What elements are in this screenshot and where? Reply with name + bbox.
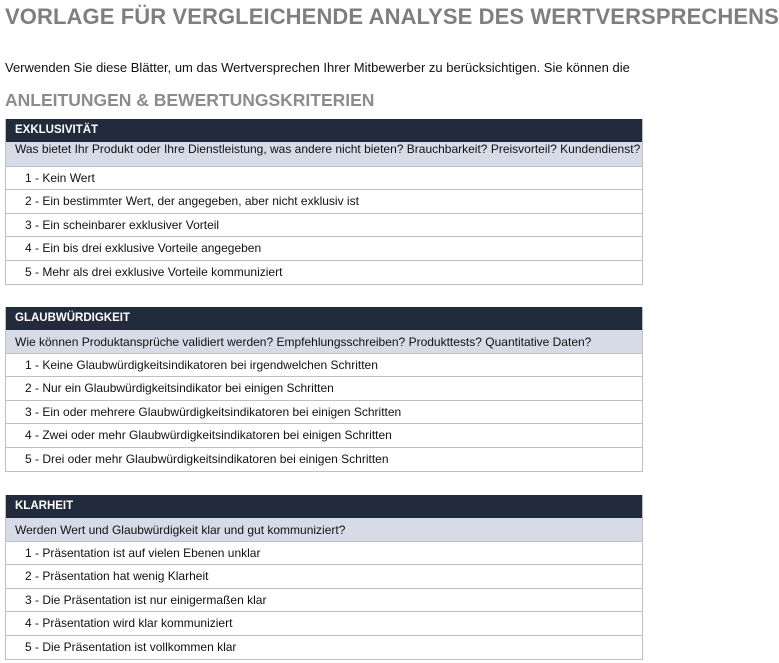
criteria-row: 3 - Ein oder mehrere Glaubwürdigkeitsindikatoren bei einigen Schritten xyxy=(6,401,642,424)
criteria-row: 2 - Ein bestimmter Wert, der angegeben, aber nicht exklusiv ist xyxy=(6,190,642,213)
criteria-row: 4 - Zwei oder mehr Glaubwürdigkeitsindikatoren bei einigen Schritten xyxy=(6,424,642,447)
table-heading: GLAUBWÜRDIGKEIT xyxy=(6,307,642,330)
criteria-row: 1 - Präsentation ist auf vielen Ebenen unklar xyxy=(6,542,642,565)
criteria-row: 2 - Präsentation hat wenig Klarheit xyxy=(6,565,642,588)
criteria-table-exklusivitaet xyxy=(5,119,643,285)
criteria-row: 3 - Die Präsentation ist nur einigermaßen klar xyxy=(6,589,642,612)
intro-text: Verwenden Sie diese Blätter, um das Wertversprechen Ihrer Mitbewerber zu berücksichtigen. Sie können die xyxy=(5,60,630,75)
document-title: VORLAGE FÜR VERGLEICHENDE ANALYSE DES WERTVERSPRECHENS xyxy=(5,4,779,29)
criteria-row: 5 - Die Präsentation ist vollkommen klar xyxy=(25,639,237,654)
criteria-row: 4 - Ein bis drei exklusive Vorteile angegeben xyxy=(6,237,642,260)
table-heading: EXKLUSIVITÄT xyxy=(6,119,642,142)
criteria-table-glaubwuerdigkeit xyxy=(5,307,643,472)
table-question: Was bietet Ihr Produkt oder Ihre Dienstleistung, was andere nicht bieten? Brauchbarkeit? Preisvorteil? Kundendienst? xyxy=(6,142,642,167)
table-heading: KLARHEIT xyxy=(6,495,642,518)
criteria-row: 5 - Drei oder mehr Glaubwürdigkeitsindikatoren bei einigen Schritten xyxy=(25,451,389,466)
criteria-row: 1 - Keine Glaubwürdigkeitsindikatoren bei irgendwelchen Schritten xyxy=(6,354,642,377)
criteria-row: 5 - Mehr als drei exklusive Vorteile kommuniziert xyxy=(25,264,283,279)
table-question: Wie können Produktansprüche validiert werden? Empfehlungsschreiben? Produkttests? Quantitative Daten? xyxy=(6,330,642,354)
criteria-row: 1 - Kein Wert xyxy=(6,167,642,190)
table-question: Werden Wert und Glaubwürdigkeit klar und gut kommuniziert? xyxy=(6,518,642,542)
criteria-table-klarheit xyxy=(5,495,643,660)
criteria-row: 4 - Präsentation wird klar kommuniziert xyxy=(6,612,642,635)
criteria-row: 2 - Nur ein Glaubwürdigkeitsindikator bei einigen Schritten xyxy=(6,377,642,400)
section-subtitle: ANLEITUNGEN & BEWERTUNGSKRITERIEN xyxy=(5,90,375,110)
criteria-row: 3 - Ein scheinbarer exklusiver Vorteil xyxy=(6,214,642,237)
